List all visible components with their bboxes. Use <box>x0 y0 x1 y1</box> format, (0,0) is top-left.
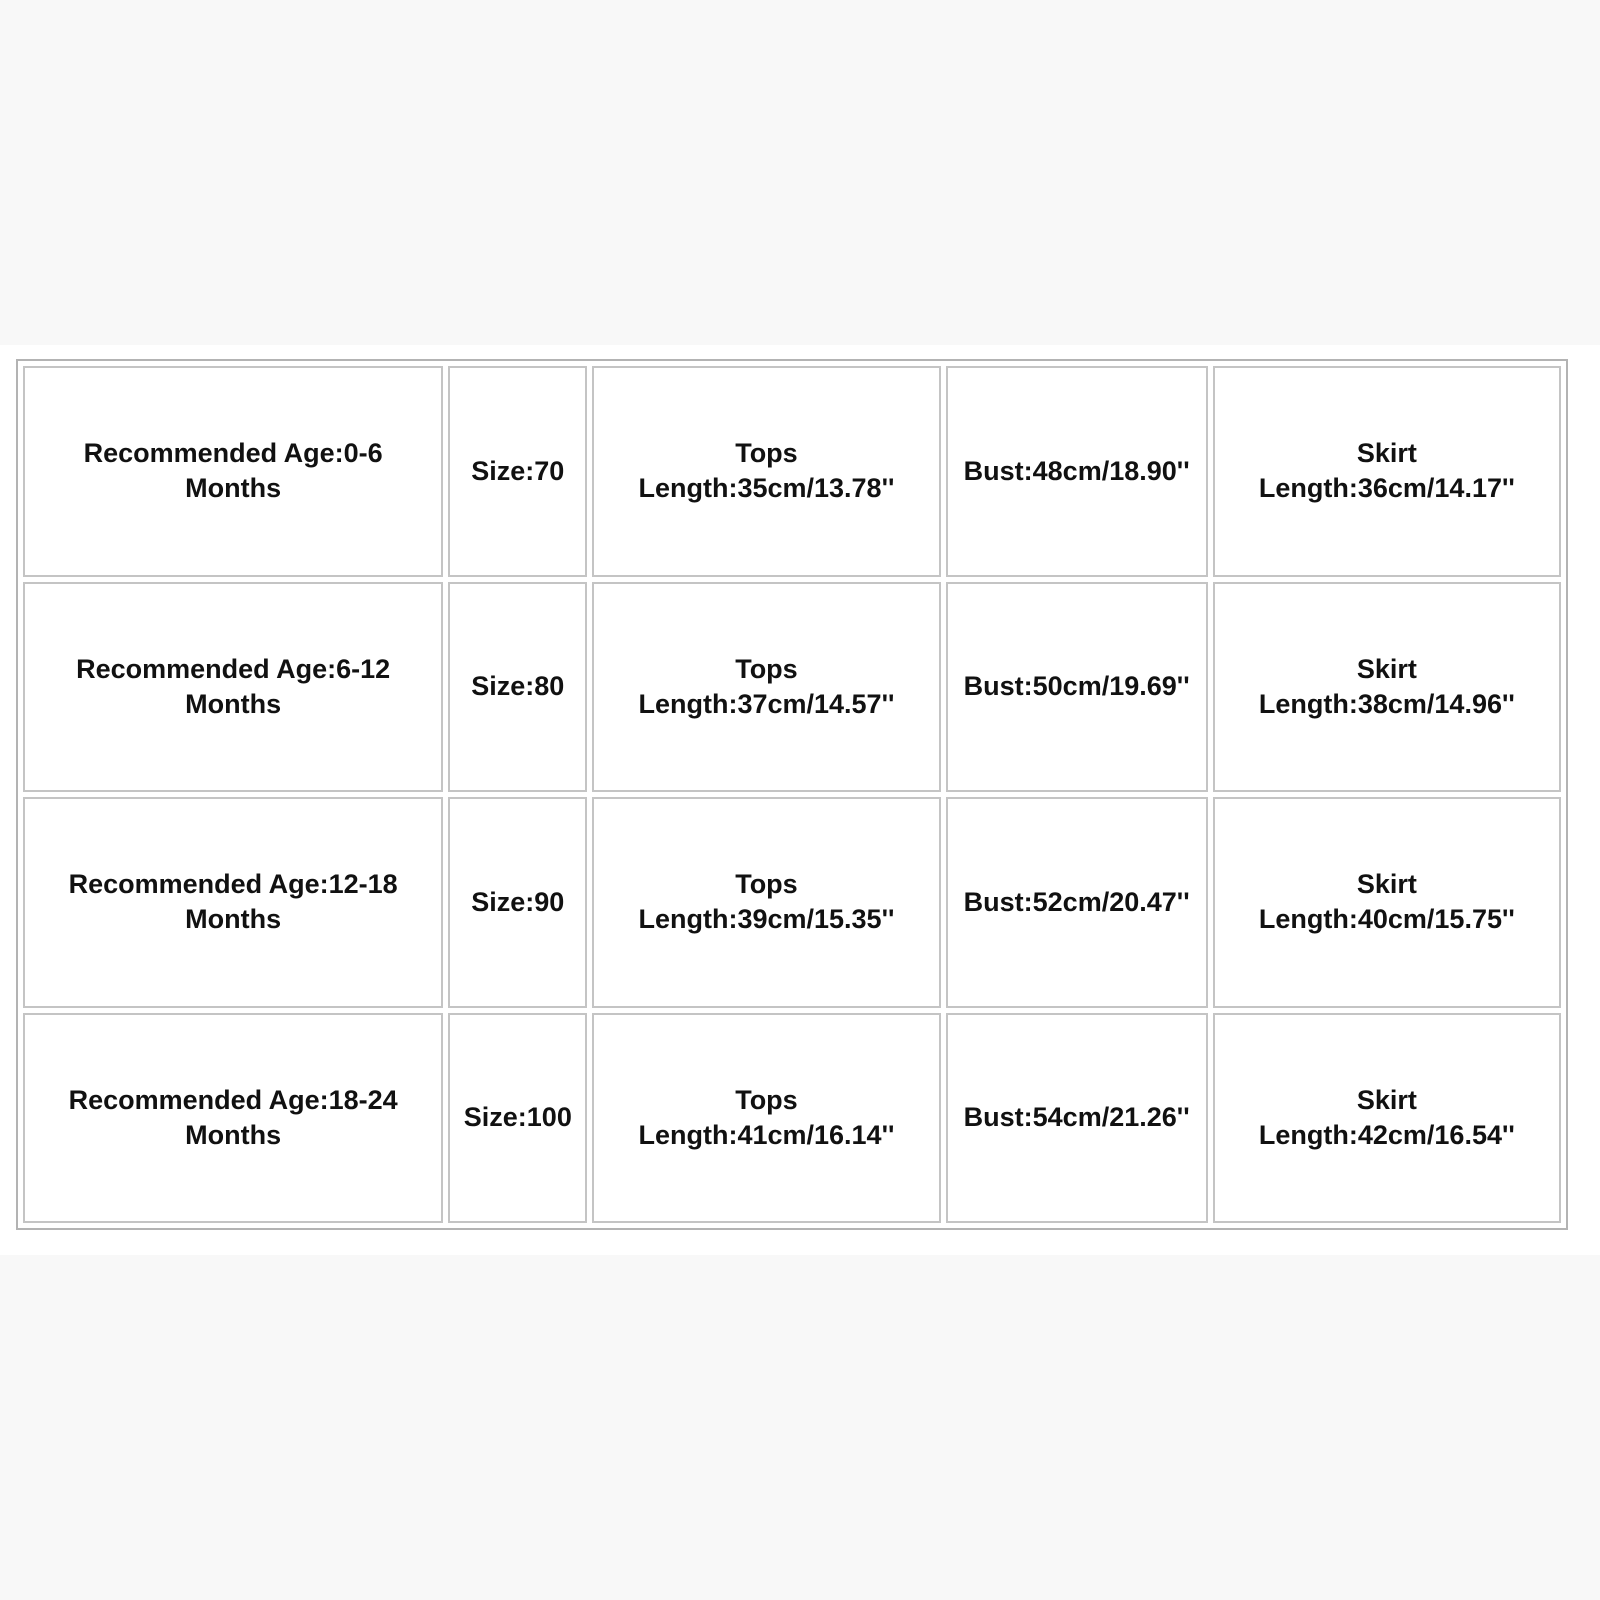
bust-cell: Bust:52cm/20.47'' <box>946 797 1208 1008</box>
bust-cell: Bust:50cm/19.69'' <box>946 582 1208 793</box>
tops-length-cell: Tops Length:41cm/16.14'' <box>592 1013 940 1224</box>
bust-cell: Bust:48cm/18.90'' <box>946 366 1208 577</box>
size-cell: Size:70 <box>448 366 587 577</box>
tops-length-cell: Tops Length:39cm/15.35'' <box>592 797 940 1008</box>
table-row <box>23 797 1561 1008</box>
size-cell: Size:100 <box>448 1013 587 1224</box>
table-row <box>23 582 1561 793</box>
bust-cell: Bust:54cm/21.26'' <box>946 1013 1208 1224</box>
age-cell: Recommended Age:6-12 Months <box>23 582 443 793</box>
table-row <box>23 1013 1561 1224</box>
size-cell: Size:90 <box>448 797 587 1008</box>
table-row <box>23 366 1561 577</box>
size-cell: Size:80 <box>448 582 587 793</box>
age-cell: Recommended Age:18-24 Months <box>23 1013 443 1224</box>
age-cell: Recommended Age:0-6 Months <box>23 366 443 577</box>
skirt-length-cell: Skirt Length:42cm/16.54'' <box>1213 1013 1561 1224</box>
age-cell: Recommended Age:12-18 Months <box>23 797 443 1008</box>
tops-length-cell: Tops Length:37cm/14.57'' <box>592 582 940 793</box>
skirt-length-cell: Skirt Length:36cm/14.17'' <box>1213 366 1561 577</box>
tops-length-cell: Tops Length:35cm/13.78'' <box>592 366 940 577</box>
skirt-length-cell: Skirt Length:38cm/14.96'' <box>1213 582 1561 793</box>
size-chart-table <box>16 359 1568 1230</box>
skirt-length-cell: Skirt Length:40cm/15.75'' <box>1213 797 1561 1008</box>
